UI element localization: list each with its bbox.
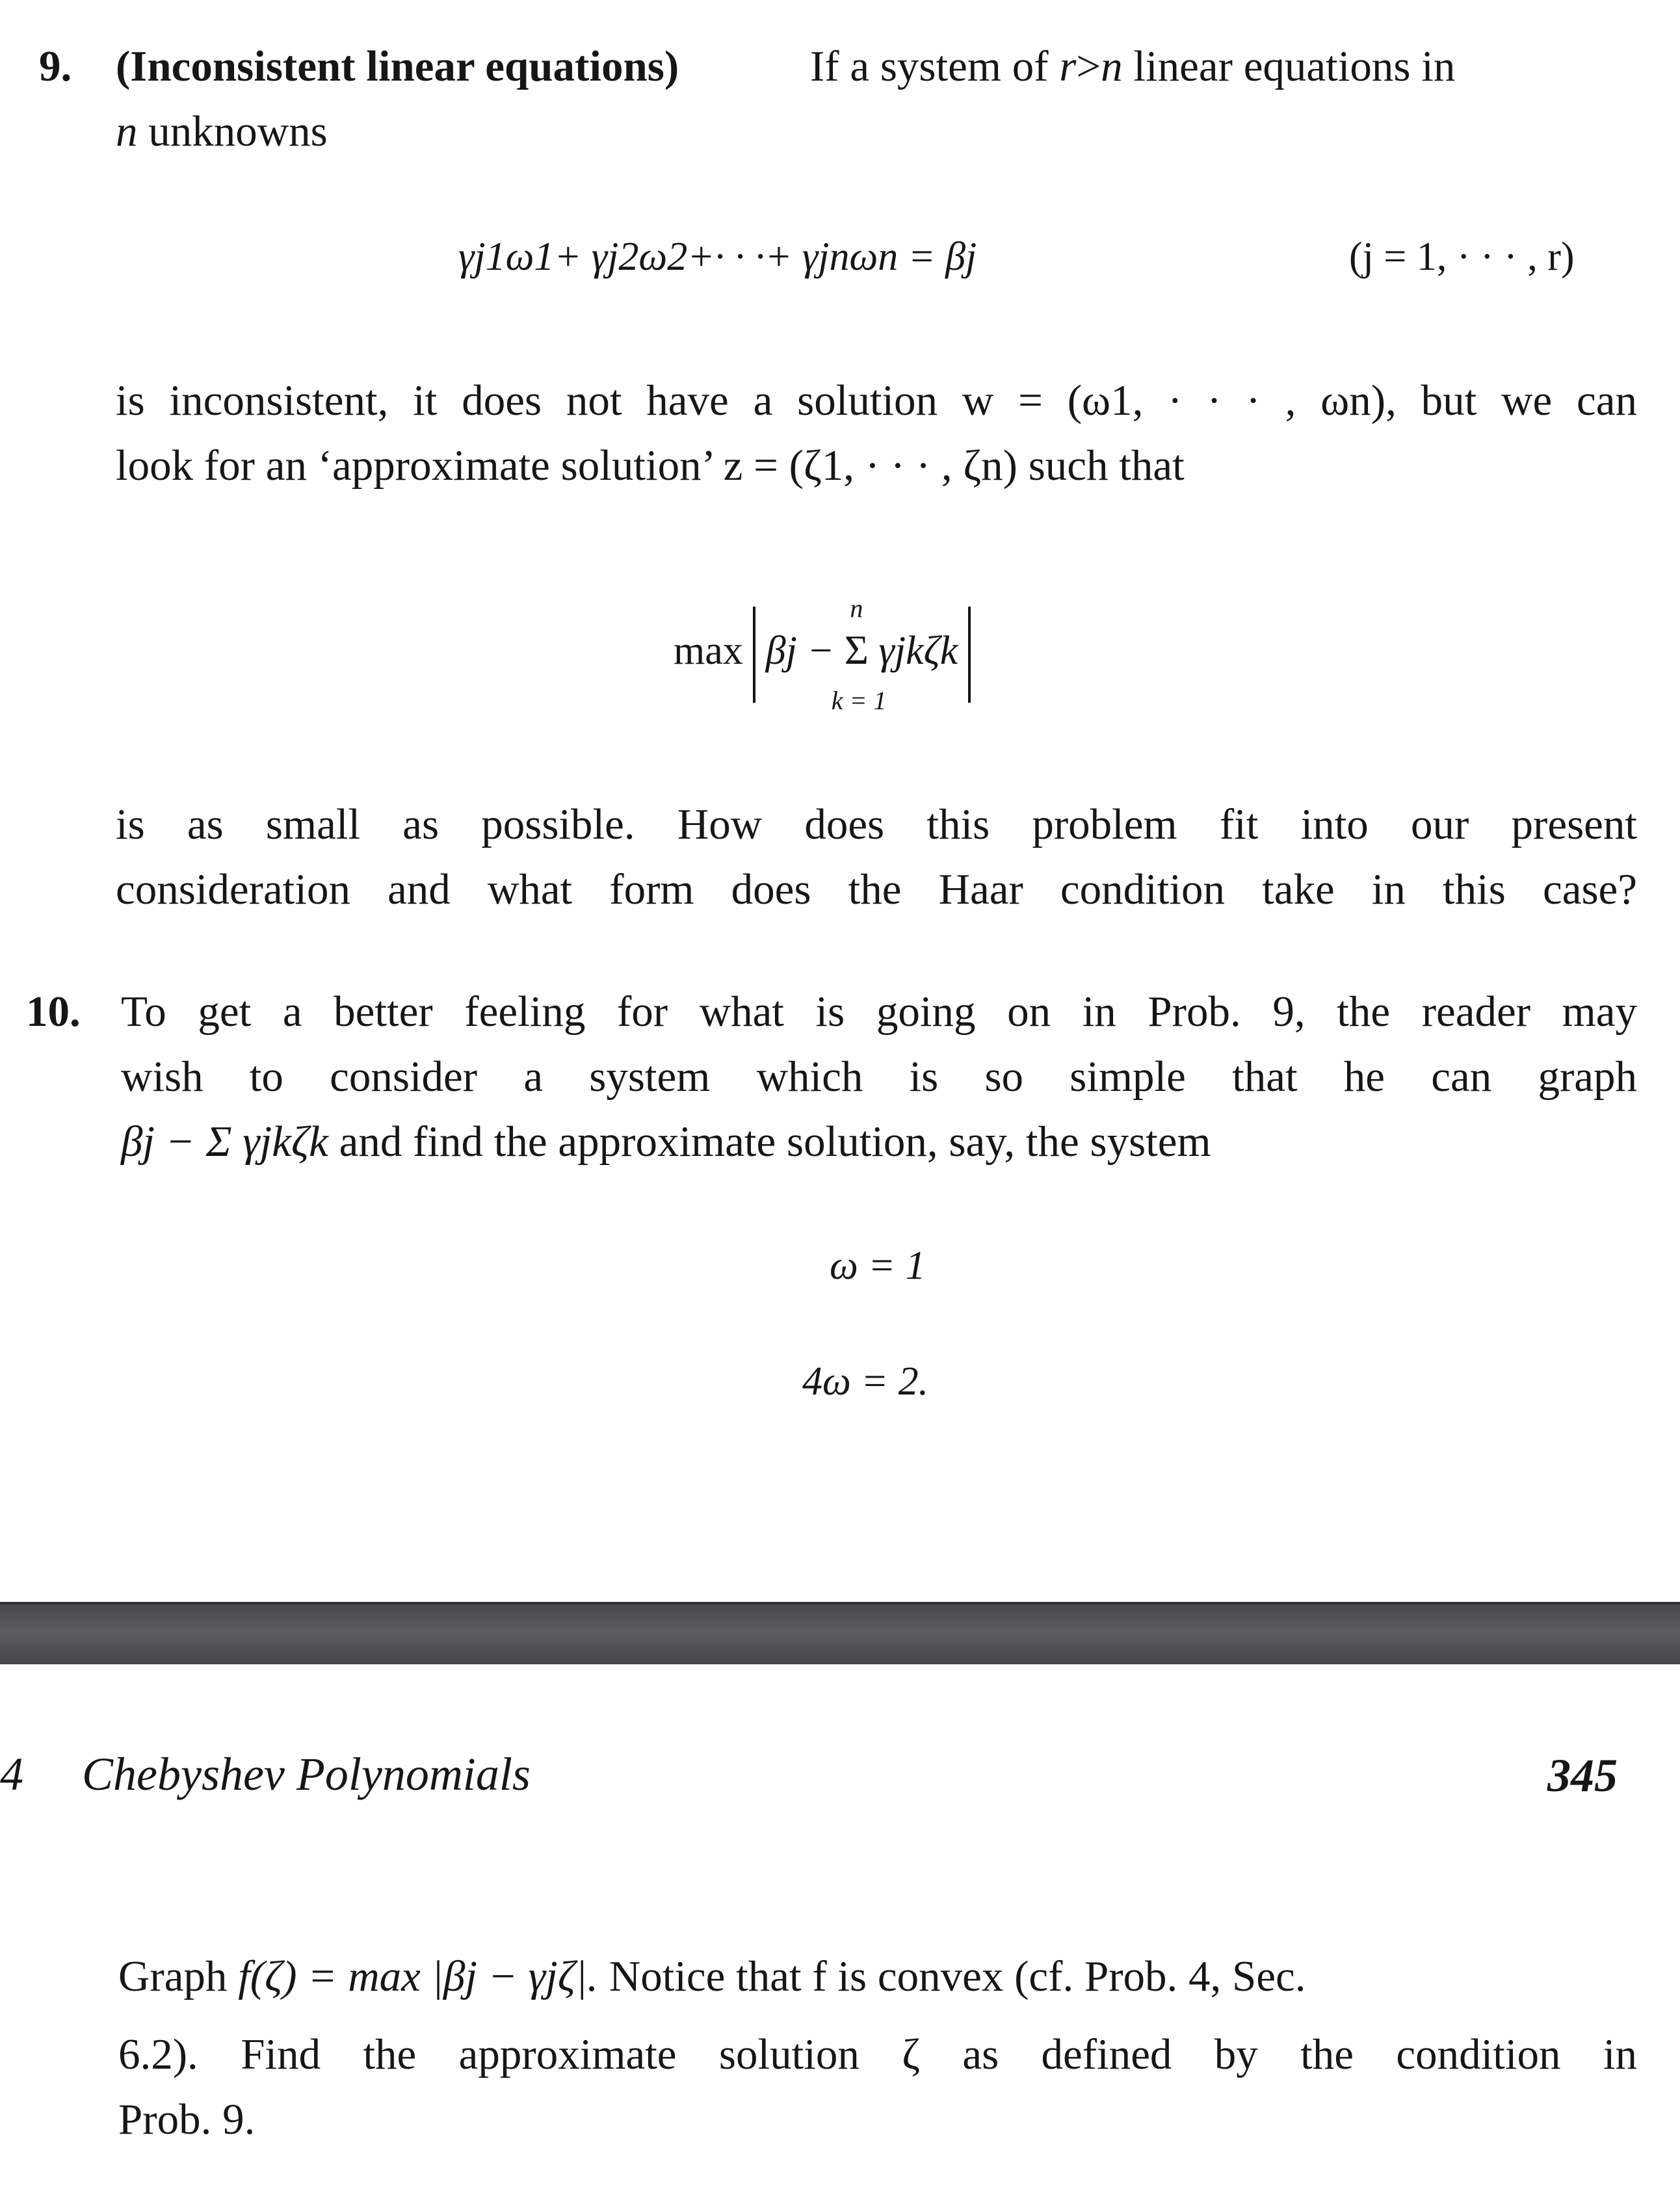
problem-9-paragraph-2-line1: is inconsistent, it does not have a solution w = (ω1, · · · , ωn), but we can [116,376,1637,425]
abs-bar-left [753,607,755,703]
equation-linear-system: γj1ω1+ γj2ω2+· · ·+ γjnωn = βj [458,235,977,279]
system-equation-1: ω = 1 [830,1244,926,1288]
equation-index-range: (j = 1, · · · , r) [1349,235,1575,279]
problem-9-paragraph-3-line2: consideration and what form does the Haar condition take in this case? [116,865,1637,913]
summation-lower: k = 1 [831,686,887,715]
problem-9-number: 9. [39,42,72,90]
page-number: 345 [1547,1749,1618,1801]
page-separator-bar [0,1602,1680,1664]
system-equation-2: 4ω = 2. [802,1359,929,1404]
equation-max-residual [674,594,971,715]
continuation-line1: Graph f(ζ) = max |βj − γjζ|. Notice that f is convex (cf. Prob. 4, Sec. [118,1952,1306,2000]
max-operator: max [674,629,743,673]
problem-9-title: (Inconsistent linear equations) [116,42,679,90]
problem-9-intro-line1: If a system of r>n linear equations in [810,42,1456,90]
problem-10-line2: wish to consider a system which is so simple that he can graph [121,1053,1637,1101]
problem-9-paragraph-3-line1: is as small as possible. How does this problem fit into our present [116,800,1637,848]
summation-upper: n [850,594,863,623]
problem-10-line1: To get a better feeling for what is going on in Prob. 9, the reader may [121,988,1637,1036]
problem-10-line3: βj − Σ γjkζk and find the approximate solution, say, the system [121,1118,1211,1166]
summation-symbol: n Σ k = 1 [845,598,869,703]
problem-9-intro-line2: n unknowns [116,107,328,155]
abs-bar-right [968,607,971,703]
section-title: Chebyshev Polynomials [82,1748,531,1800]
beta-term: βj − [765,629,835,673]
section-number: 4 [0,1748,23,1800]
problem-9-paragraph-2-line2: look for an ‘approximate solution’ z = (ζ1, · · · , ζn) such that [116,441,1185,490]
problem-10-number: 10. [26,988,81,1036]
gamma-zeta-term: γjkζk [878,629,958,673]
continuation-line3: Prob. 9. [118,2095,256,2143]
continuation-line2: 6.2). Find the approximate solution ζ as defined by the condition in [118,2030,1637,2078]
